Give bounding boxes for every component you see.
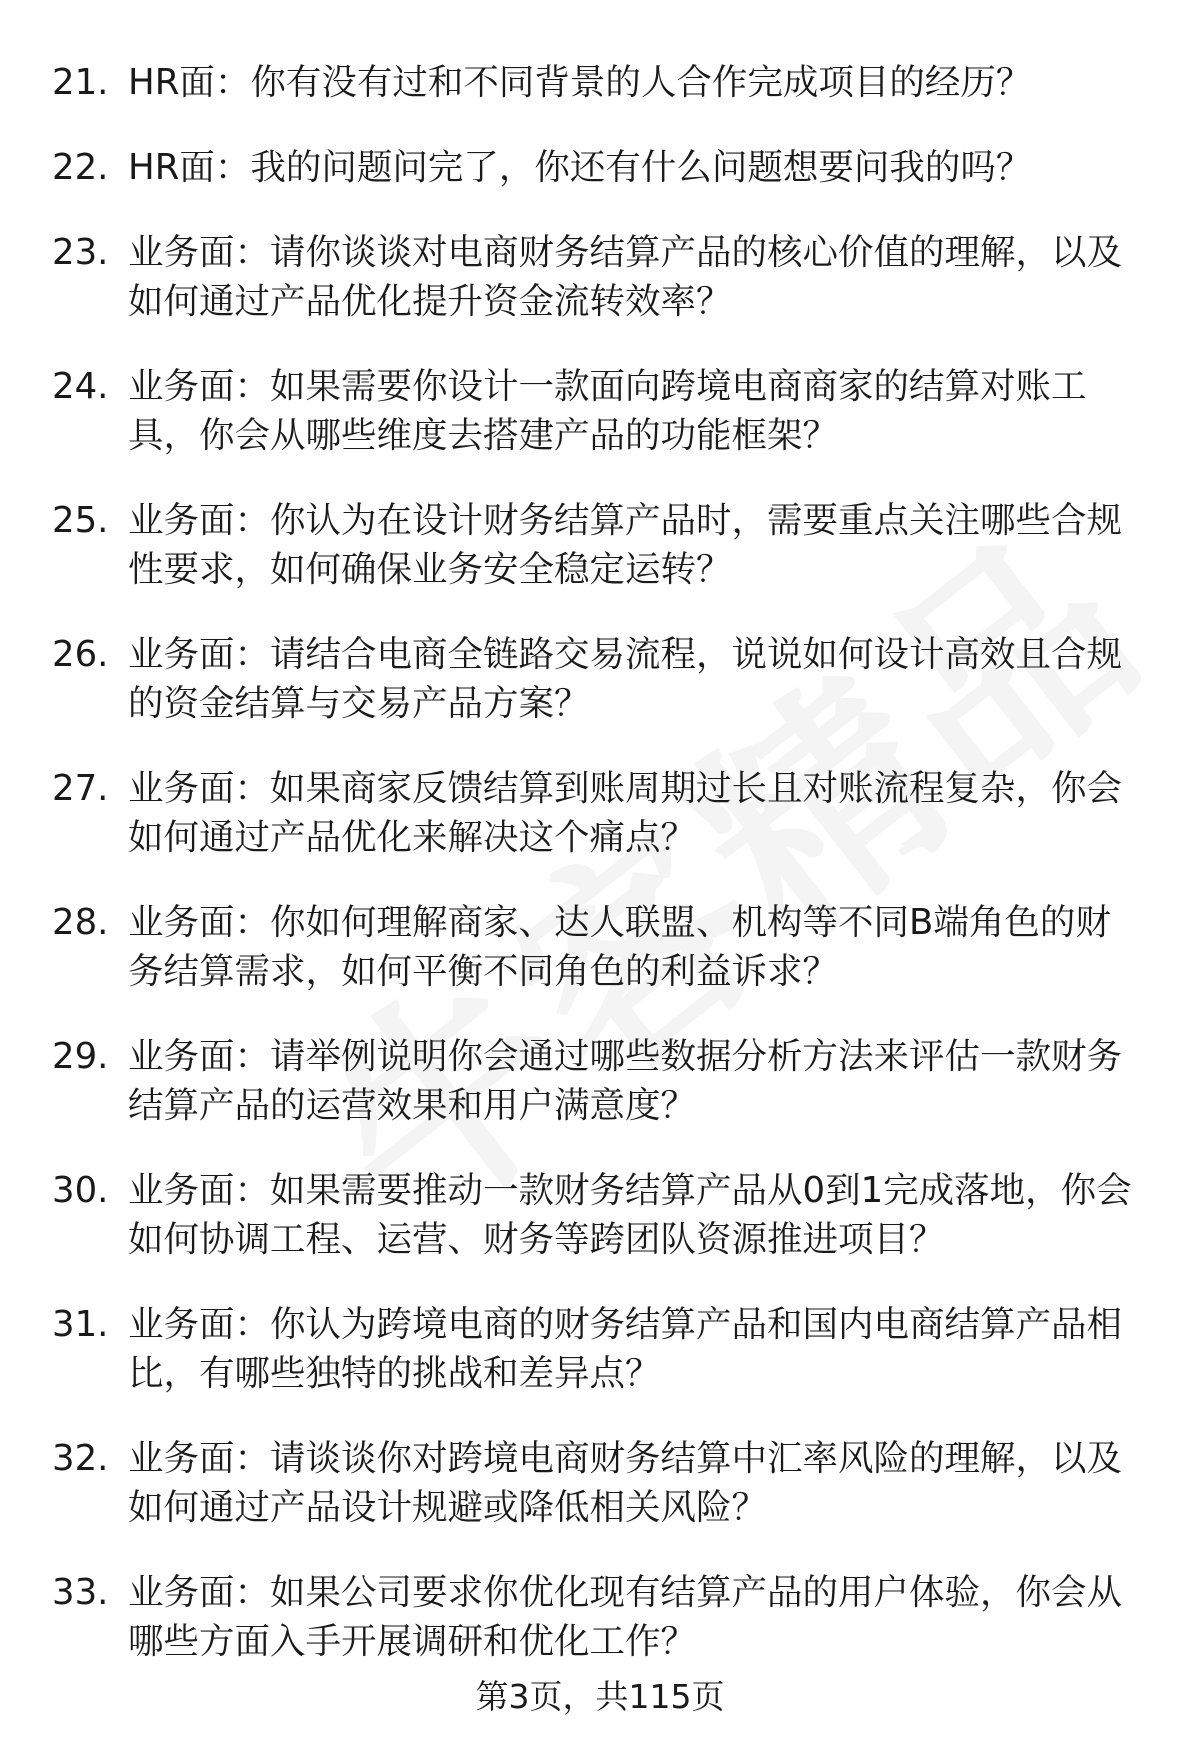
list-item — [0, 1568, 1200, 1666]
question-text: 业务面：请结合电商全链路交易流程，说说如何设计高效且合规的资金结算与交易产品方案？ — [128, 634, 1123, 724]
list-item — [0, 496, 1200, 594]
question-number: 26. — [52, 634, 109, 675]
question-number: 33. — [52, 1572, 109, 1613]
question-number: 23. — [52, 232, 109, 273]
list-item — [0, 1434, 1200, 1532]
question-text: 业务面：如果需要推动一款财务结算产品从0到1完成落地，你会如何协调工程、运营、财务等跨团队资源推进项目？ — [128, 1170, 1132, 1260]
question-text: 业务面：如果需要你设计一款面向跨境电商商家的结算对账工具，你会从哪些维度去搭建产品的功能框架？ — [128, 366, 1087, 456]
question-text: 业务面：如果公司要求你优化现有结算产品的用户体验，你会从哪些方面入手开展调研和优化工作？ — [128, 1572, 1123, 1662]
question-number: 24. — [52, 366, 109, 407]
list-item — [0, 1300, 1200, 1398]
question-text: HR面：你有没有过和不同背景的人合作完成项目的经历？ — [128, 62, 1032, 103]
question-text: 业务面：你认为在设计财务结算产品时，需要重点关注哪些合规性要求，如何确保业务安全稳定运转？ — [128, 500, 1123, 590]
list-item — [0, 764, 1200, 862]
question-number: 31. — [52, 1304, 109, 1345]
question-list — [0, 58, 1200, 1702]
question-text: 业务面：你认为跨境电商的财务结算产品和国内电商结算产品相比，有哪些独特的挑战和差异点？ — [128, 1304, 1123, 1394]
question-text: HR面：我的问题问完了，你还有什么问题想要问我的吗？ — [128, 147, 1032, 188]
question-text: 业务面：请举例说明你会通过哪些数据分析方法来评估一款财务结算产品的运营效果和用户满意度？ — [128, 1036, 1123, 1126]
list-item — [0, 362, 1200, 460]
list-item — [0, 1166, 1200, 1264]
list-item — [0, 898, 1200, 996]
question-number: 27. — [52, 768, 109, 809]
question-number: 30. — [52, 1170, 109, 1211]
question-number: 22. — [52, 147, 109, 188]
question-number: 28. — [52, 902, 109, 943]
question-text: 业务面：请你谈谈对电商财务结算产品的核心价值的理解，以及如何通过产品优化提升资金流转效率？ — [128, 232, 1123, 322]
question-number: 21. — [52, 62, 109, 103]
page-footer: 第3页，共115页 — [475, 1677, 725, 1716]
list-item — [0, 58, 1200, 107]
list-item — [0, 228, 1200, 326]
question-text: 业务面：如果商家反馈结算到账周期过长且对账流程复杂，你会如何通过产品优化来解决这个痛点？ — [128, 768, 1123, 858]
question-text: 业务面：请谈谈你对跨境电商财务结算中汇率风险的理解，以及如何通过产品设计规避或降低相关风险？ — [128, 1438, 1123, 1528]
question-number: 25. — [52, 500, 109, 541]
list-item — [0, 143, 1200, 192]
question-number: 32. — [52, 1438, 109, 1479]
question-text: 业务面：你如何理解商家、达人联盟、机构等不同B端角色的财务结算需求，如何平衡不同角色的利益诉求？ — [128, 902, 1111, 992]
list-item — [0, 1032, 1200, 1130]
question-number: 29. — [52, 1036, 109, 1077]
list-item — [0, 630, 1200, 728]
